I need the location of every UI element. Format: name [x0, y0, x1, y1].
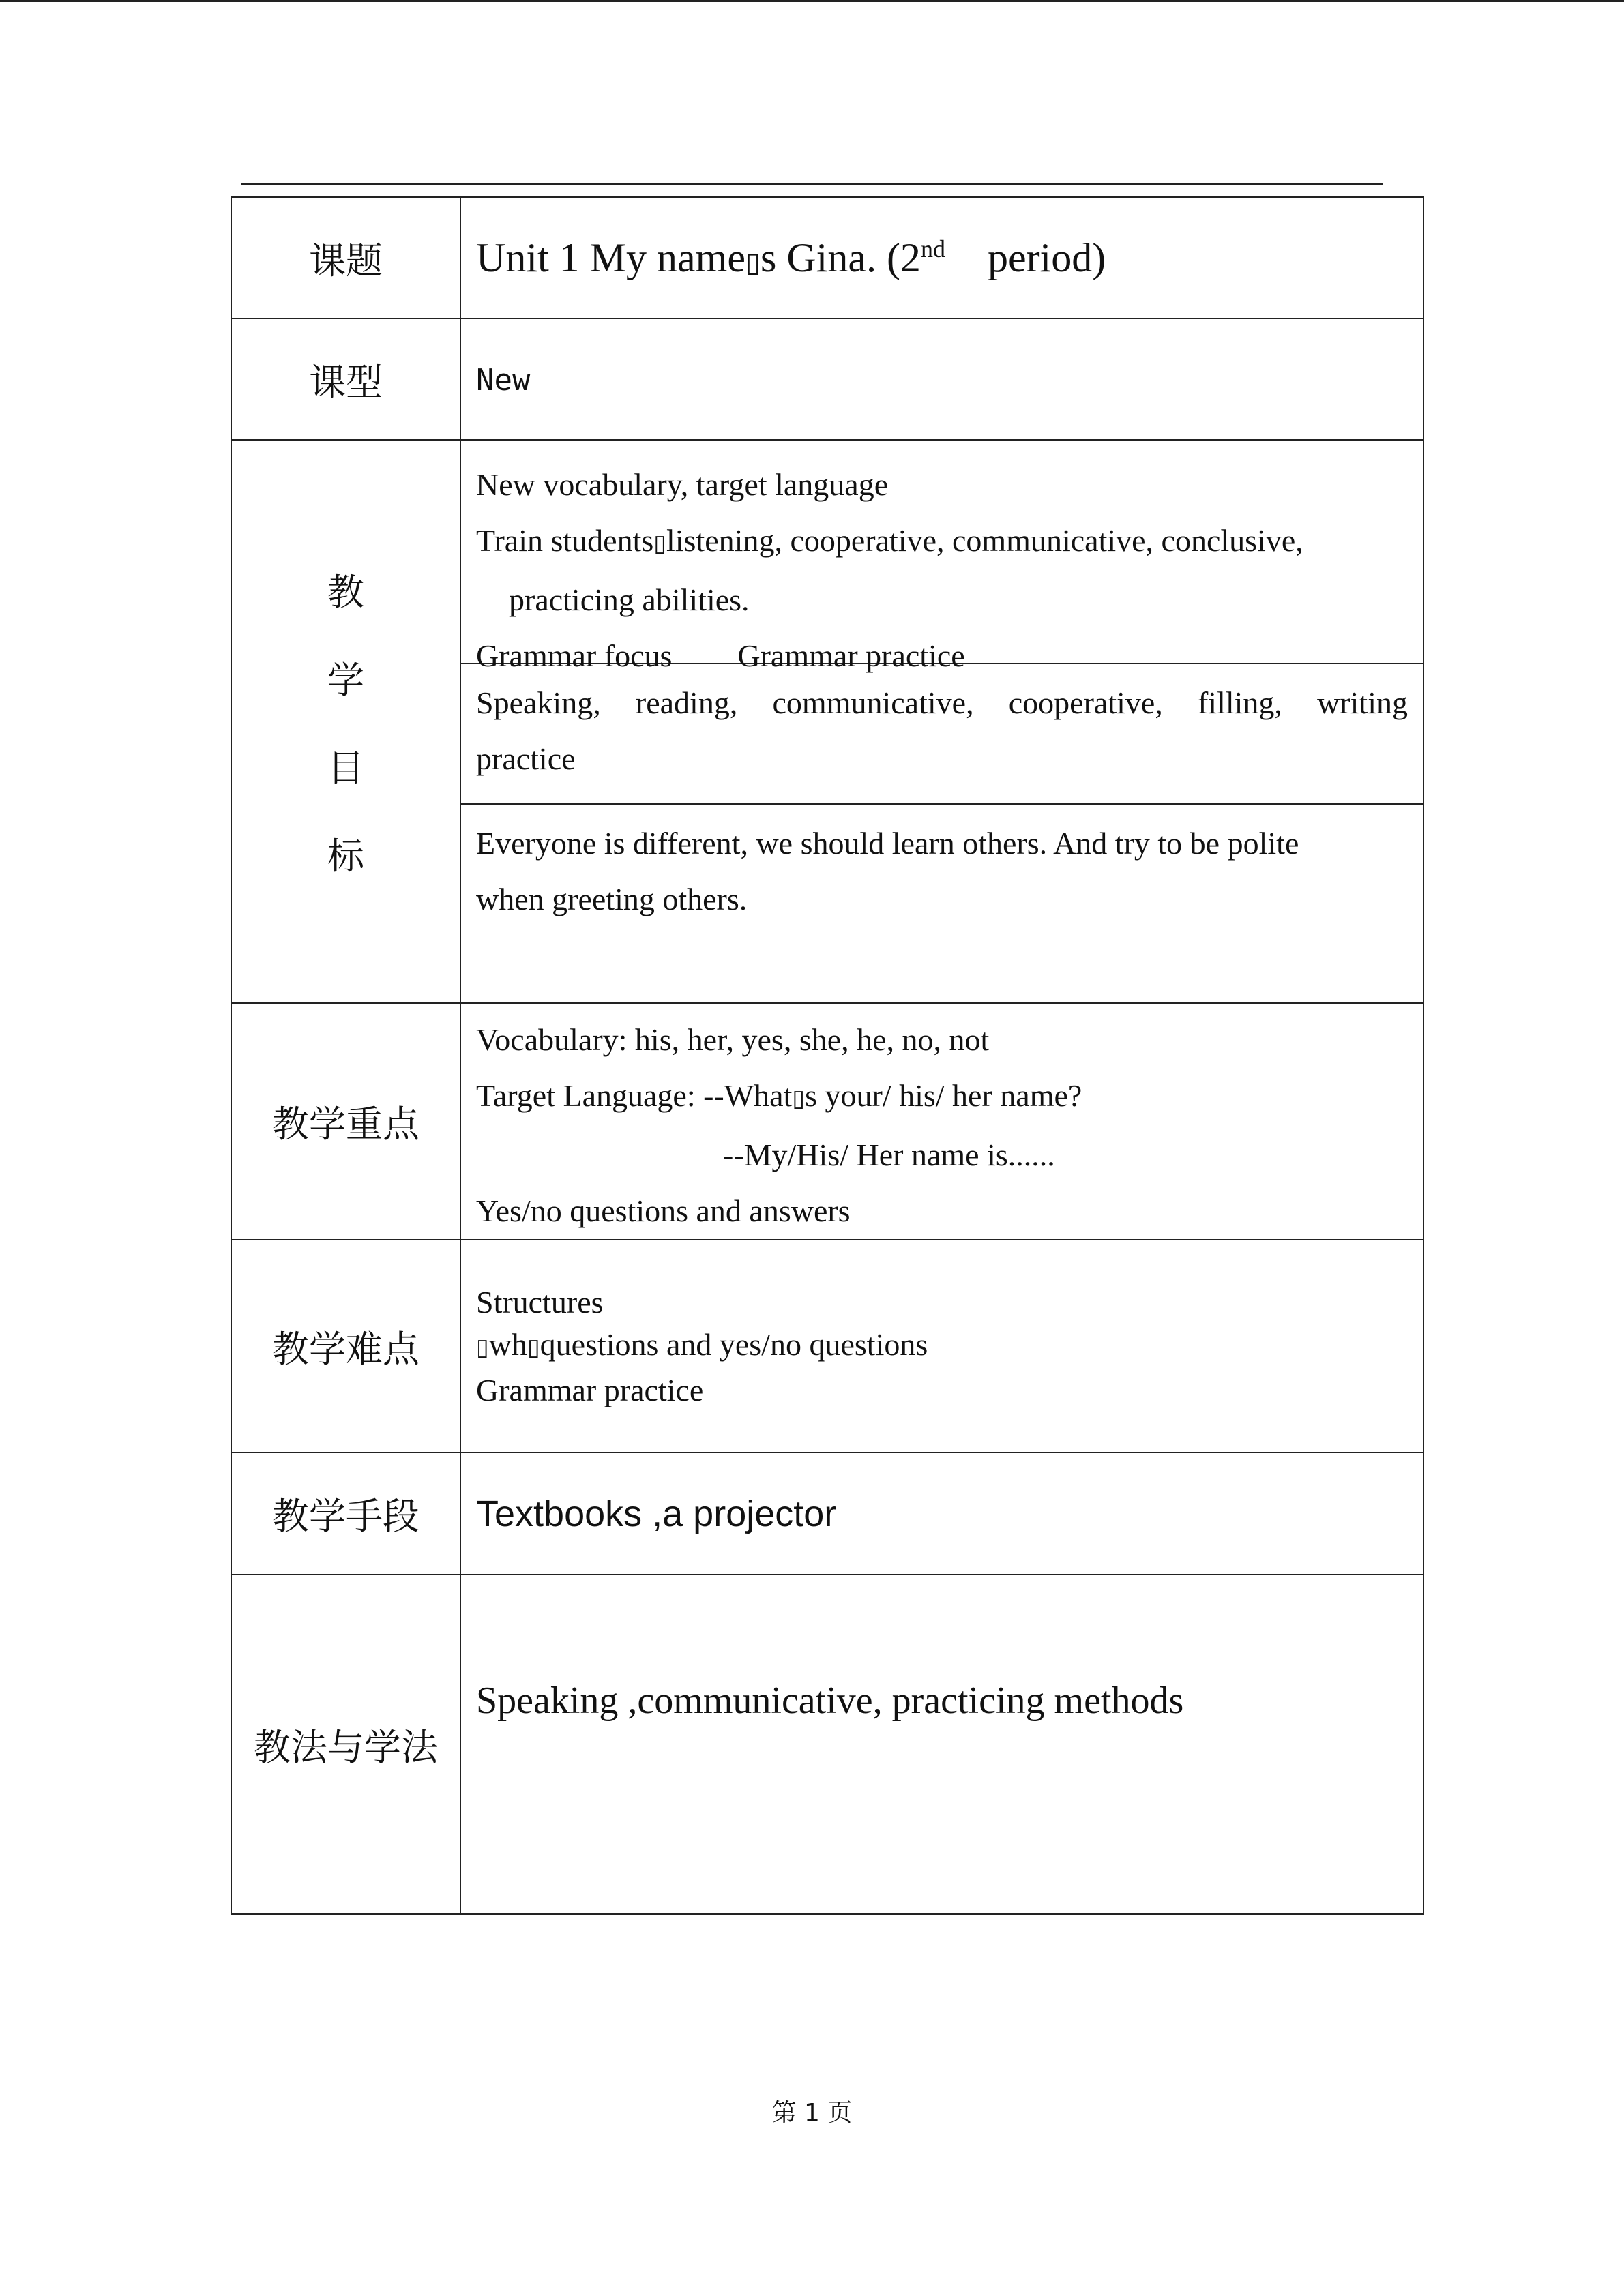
missing-glyph: ▯ [527, 1335, 540, 1360]
objectives-line: when greeting others. [476, 882, 748, 916]
difficulties-line: Grammar practice [476, 1372, 704, 1407]
difficulties-line: Structures [476, 1284, 604, 1320]
difficulties-text: questions and yes/no questions [540, 1326, 928, 1362]
table-row-difficulties [231, 1240, 1423, 1452]
row-label-methods: 教法与学法 [231, 1575, 460, 1914]
table-row-methods [231, 1575, 1423, 1914]
methods-value: Speaking ,communicative, practicing methods [476, 1680, 1184, 1722]
row-label-objectives [231, 440, 460, 1003]
objectives-knowledge [461, 441, 1423, 673]
key-points-text: Target Language: --What [476, 1078, 793, 1113]
objectives-skills [461, 664, 1423, 805]
table-row-type [231, 318, 1423, 440]
objectives-line: Speaking, reading, communicative, cooperative, filling, writing [476, 685, 1408, 720]
missing-glyph: ▯ [792, 1086, 806, 1112]
page-top-border [0, 0, 1624, 2]
topic-title-superscript: nd [920, 235, 945, 263]
table-row-objectives [231, 440, 1423, 1003]
row-label-topic: 课题 [231, 197, 460, 318]
topic-title [476, 235, 1106, 280]
topic-title-prefix: Unit 1 My name [476, 235, 745, 280]
key-points-line: Vocabulary: his, her, yes, she, he, no, not [476, 1022, 990, 1057]
methods-cell [460, 1575, 1423, 1914]
objectives-text: Grammar practice [737, 638, 965, 673]
objectives-line: practice [476, 741, 576, 776]
key-points-cell [460, 1003, 1423, 1240]
key-points-line: Yes/no questions and answers [476, 1193, 851, 1228]
table-row-topic [231, 197, 1423, 318]
table-row-means [231, 1452, 1423, 1575]
objectives-label-char: 教 [327, 571, 364, 614]
missing-glyph: ▯ [745, 246, 761, 278]
objectives-text: listening, cooperative, communicative, conclusive, [666, 523, 1303, 558]
difficulties-cell [460, 1240, 1423, 1452]
table-row-key-points [231, 1003, 1423, 1240]
objectives-label-char: 标 [327, 835, 364, 878]
topic-title-suffix: period) [987, 235, 1106, 280]
objectives-text: Grammar focus [476, 638, 673, 673]
missing-glyph: ▯ [653, 531, 666, 556]
means-cell [460, 1452, 1423, 1575]
topic-title-mid: s Gina. (2 [760, 235, 921, 280]
objectives-line: New vocabulary, target language [476, 467, 889, 502]
key-points-line: --My/His/ Her name is...... [723, 1137, 1055, 1172]
type-cell [460, 318, 1423, 440]
row-label-type: 课型 [231, 318, 460, 440]
row-label-difficulties: 教学难点 [231, 1240, 460, 1452]
objectives-line [476, 513, 1408, 572]
objectives-text: Train students [476, 523, 654, 558]
means-value: Textbooks ,a projector [476, 1493, 837, 1534]
objectives-line: practicing abilities. [509, 582, 750, 617]
difficulties-line [476, 1324, 1408, 1369]
difficulties-text: wh [488, 1326, 527, 1362]
type-value: New [476, 362, 531, 398]
objectives-cell [460, 440, 1423, 1003]
key-points-line [476, 1068, 1408, 1127]
row-label-means: 教学手段 [231, 1452, 460, 1575]
objectives-line: Everyone is different, we should learn others. And try to be polite [476, 826, 1299, 861]
topic-cell [460, 197, 1423, 318]
missing-glyph: ▯ [476, 1335, 489, 1360]
objectives-label-char: 学 [327, 659, 364, 702]
header-rule [241, 183, 1383, 185]
objectives-emotion [476, 805, 1408, 927]
page-number: 第 1 页 [771, 2099, 853, 2127]
objectives-label-char: 目 [327, 747, 364, 790]
row-label-key-points: 教学重点 [231, 1003, 460, 1240]
key-points-text: s your/ his/ her name? [805, 1078, 1082, 1113]
lesson-plan-table [231, 196, 1424, 1915]
